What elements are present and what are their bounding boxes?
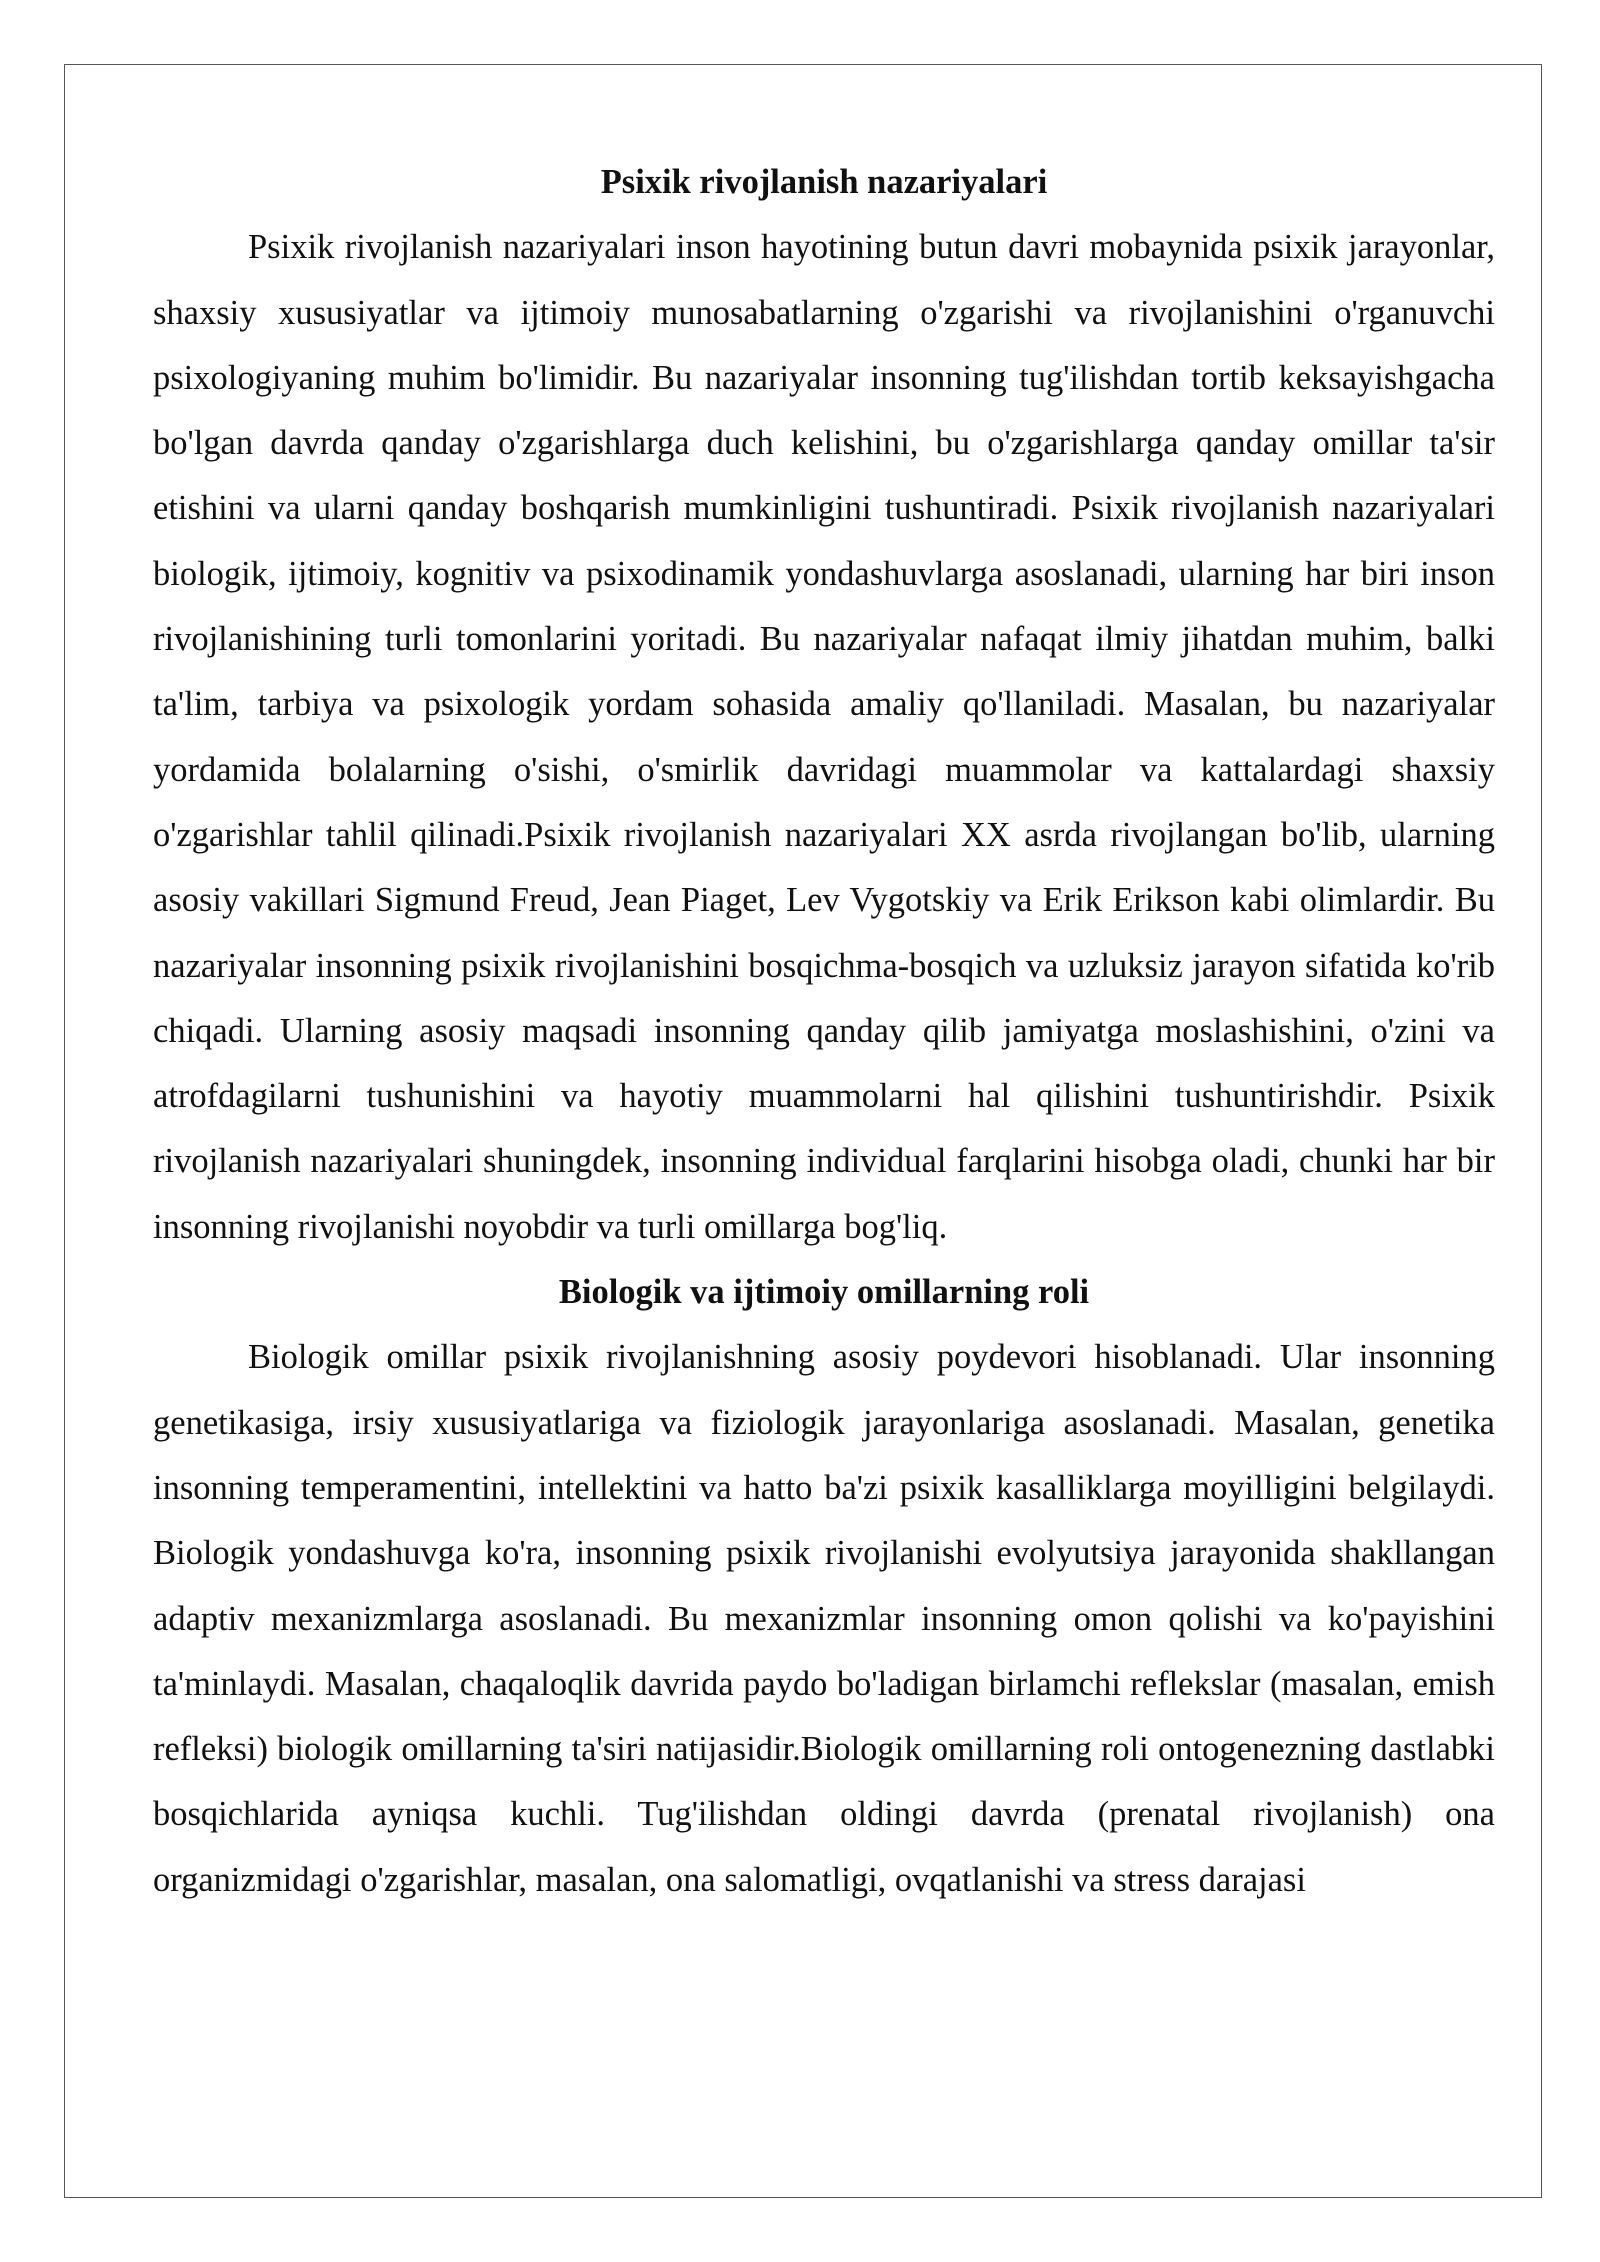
section-heading-biologik-omillar: Biologik va ijtimoiy omillarning roli (558, 1273, 1090, 1312)
section-heading-psixik-rivojlanish: Psixik rivojlanish nazariyalari (600, 163, 1048, 201)
paragraph-psixik-rivojlanish: Psixik rivojlanish nazariyalari inson hayotining butun davri mobaynida psixik jarayonlar, shaxsiy xususiyatlar va ijtimoiy munosabatlarning o'zgarishi va rivojlanishini o'rganuvchi psixologiyaning muhim bo'limidir. Bu nazariyalar insonning tug'ilishdan tortib keksayishgacha bo'lgan davrda qanday o'zgarishlarga duch kelishini, bu o'zgarishlarga qanday omillar ta'sir etishini va ularni qanday boshqarish mumkinligini tushuntiradi. Psixik rivojlanish nazariyalari biologik, ijtimoiy, kognitiv va psixodinamik yondashuvlarga asoslanadi, ularning har biri inson rivojlanishining turli tomonlarini yoritadi. Bu nazariyalar nafaqat ilmiy jihatdan muhim, balki ta'lim, tarbiya va psixologik yordam sohasida amaliy qo'llaniladi. Masalan, bu nazariyalar yordamida bolalarning o'sishi, o'smirlik davridagi muammolar va kattalardagi shaxsiy o'zgarishlar tahlil qilinadi.Psixik rivojlanish nazariyalari XX asrda rivojlangan bo'lib, ularning asosiy vakillari Sigmund Freud, Jean Piaget, Lev Vygotskiy va Erik Erikson kabi olimlardir. Bu nazariyalar insonning psixik rivojlanishini bosqichma-bosqich va uzluksiz jarayon sifatida ko'rib chiqadi. Ularning asosiy maqsadi insonning qanday qilib jamiyatga moslashishini, o'zini va atrofdagilarni tushunishini va hayotiy muammolarni hal qilishini tushuntirishdir. Psixik rivojlanish nazariyalari shuningdek, insonning individual farqlarini hisobga oladi, chunki har bir insonning rivojlanishi noyobdir va turli omillarga bog'liq. (153, 228, 1495, 1246)
document-body (153, 150, 1495, 1913)
paragraph-biologik-omillar: Biologik omillar psixik rivojlanishning asosiy poydevori hisoblanadi. Ular insonning genetikasiga, irsiy xususiyatlariga va fiziologik jarayonlariga asoslanadi. Masalan, genetika insonning temperamentini, intellektini va hatto ba'zi psixik kasalliklarga moyilligini belgilaydi. Biologik yondashuvga ko'ra, insonning psixik rivojlanishi evolyutsiya jarayonida shakllangan adaptiv mexanizmlarga asoslanadi. Bu mexanizmlar insonning omon qolishi va ko'payishini ta'minlaydi. Masalan, chaqaloqlik davrida paydo bo'ladigan birlamchi reflekslar (masalan, emish refleksi) biologik omillarning ta'siri natijasidir.Biologik omillarning roli ontogenezning dastlabki bosqichlarida ayniqsa kuchli. Tug'ilishdan oldingi davrda (prenatal rivojlanish) ona organizmidagi o'zgarishlar, masalan, ona salomatligi, ovqatlanishi va stress darajasi (153, 1338, 1495, 1899)
